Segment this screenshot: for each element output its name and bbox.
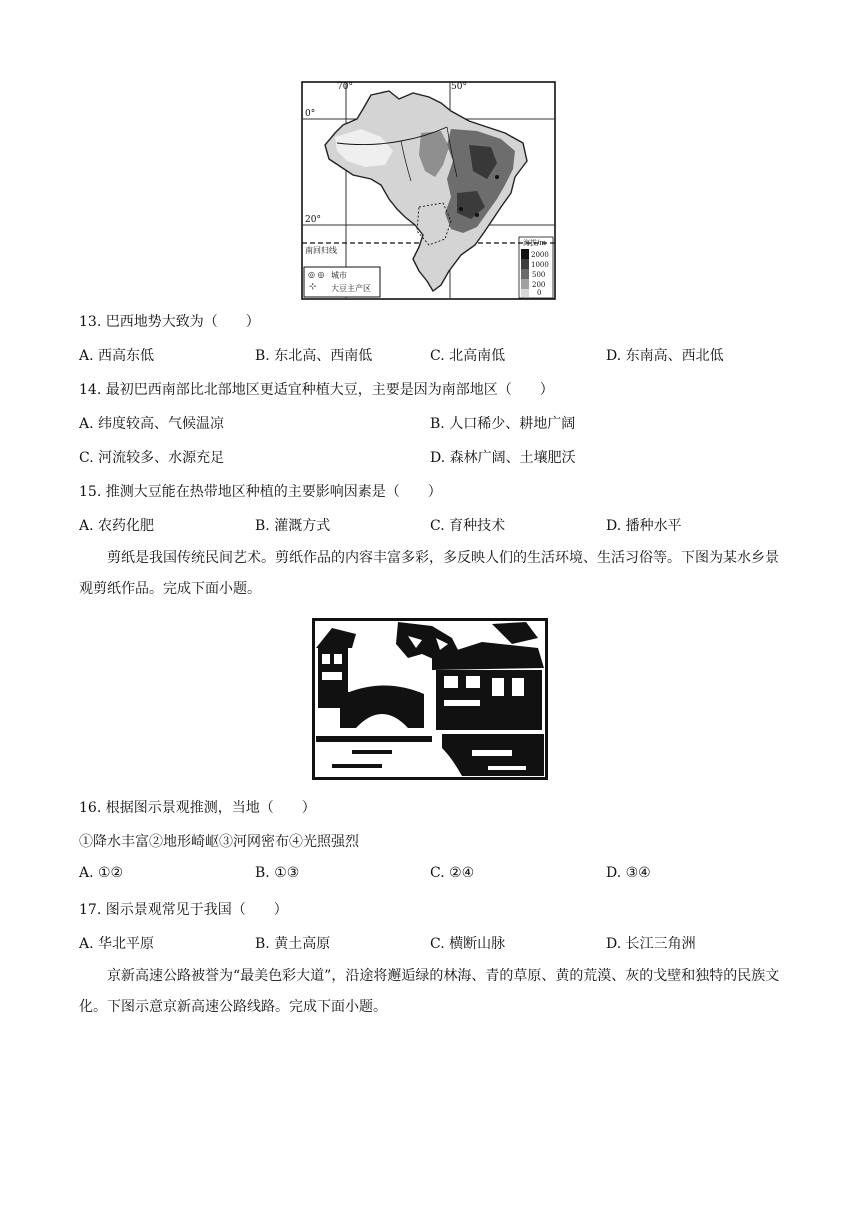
elevation-tick: 200 (532, 281, 546, 289)
q13-option-a: A. 西高东低 (79, 348, 155, 364)
q16-option-a: A. ①② (79, 865, 124, 881)
q16-option-c: C. ②④ (430, 865, 475, 881)
question-13-stem: 13. 巴西地势大致为（ ） (79, 314, 260, 330)
q13-option-c: C. 北高南低 (430, 348, 506, 364)
papercut-passage: 剪纸是我国传统民间艺术。剪纸作品的内容丰富多彩，多反映人们的生活环境、生活习俗等。下图为某水乡景观剪纸作品。完成下面小题。 (79, 550, 779, 597)
q15-option-b: B. 灌溉方式 (255, 518, 331, 534)
question-17-stem: 17. 图示景观常见于我国（ ） (79, 902, 288, 918)
question-15-stem: 15. 推测大豆能在热带地区种植的主要影响因素是（ ） (79, 484, 442, 500)
lat-label-0: 0° (305, 109, 316, 119)
highway-passage: 京新高速公路被誉为“最美色彩大道”，沿途将邂逅绿的林海、青的草原、黄的荒漠、灰的戈壁和独特的民族文化。下图示意京新高速公路线路。完成下面小题。 (79, 968, 780, 1015)
soybean-symbol: ⊹ (309, 282, 317, 292)
brazil-map (301, 81, 556, 300)
tropic-label: 南回归线 (305, 246, 337, 255)
q16-option-b: B. ①③ (255, 865, 300, 881)
elevation-tick: 500 (532, 271, 546, 279)
q17-option-a: A. 华北平原 (79, 936, 155, 952)
q14-option-b: B. 人口稀少、耕地广阔 (430, 416, 576, 432)
lon-label-70: 70° (337, 82, 353, 92)
q13-option-d: D. 东南高、西北低 (606, 348, 724, 364)
elevation-tick: 2000 (531, 251, 549, 259)
q17-option-c: C. 横断山脉 (430, 936, 506, 952)
q14-option-c: C. 河流较多、水源充足 (79, 450, 225, 466)
elevation-tick: 1000 (531, 261, 549, 269)
question-14-stem: 14. 最初巴西南部比北部地区更适宜种植大豆，主要是因为南部地区（ ） (79, 382, 554, 398)
question-16-stem: 16. 根据图示景观推测，当地（ ） (79, 800, 316, 816)
q13-option-b: B. 东北高、西南低 (255, 348, 373, 364)
city-legend-label: 城市 (331, 271, 347, 280)
lat-label-20: 20° (305, 215, 321, 225)
q15-option-d: D. 播种水平 (606, 518, 682, 534)
elevation-legend-title: 海拔/m (523, 239, 546, 247)
brazil-map-figure (301, 81, 556, 300)
lon-label-50: 50° (451, 82, 467, 92)
elevation-tick: 0 (537, 289, 542, 297)
q14-option-a: A. 纬度较高、气候温凉 (79, 416, 225, 432)
soybean-legend-label: 大豆主产区 (331, 284, 371, 293)
q17-option-b: B. 黄土高原 (255, 936, 331, 952)
q15-option-c: C. 育种技术 (430, 518, 506, 534)
papercut-figure (312, 618, 548, 780)
city-symbol: ◎ ◎ (308, 270, 325, 279)
q17-option-d: D. 长江三角洲 (606, 936, 696, 952)
q14-option-d: D. 森林广阔、土壤肥沃 (430, 450, 576, 466)
question-16-statements: ①降水丰富②地形崎岖③河网密布④光照强烈 (79, 834, 359, 850)
q16-option-d: D. ③④ (606, 865, 651, 881)
papercut-image (312, 618, 548, 780)
q15-option-a: A. 农药化肥 (79, 518, 155, 534)
